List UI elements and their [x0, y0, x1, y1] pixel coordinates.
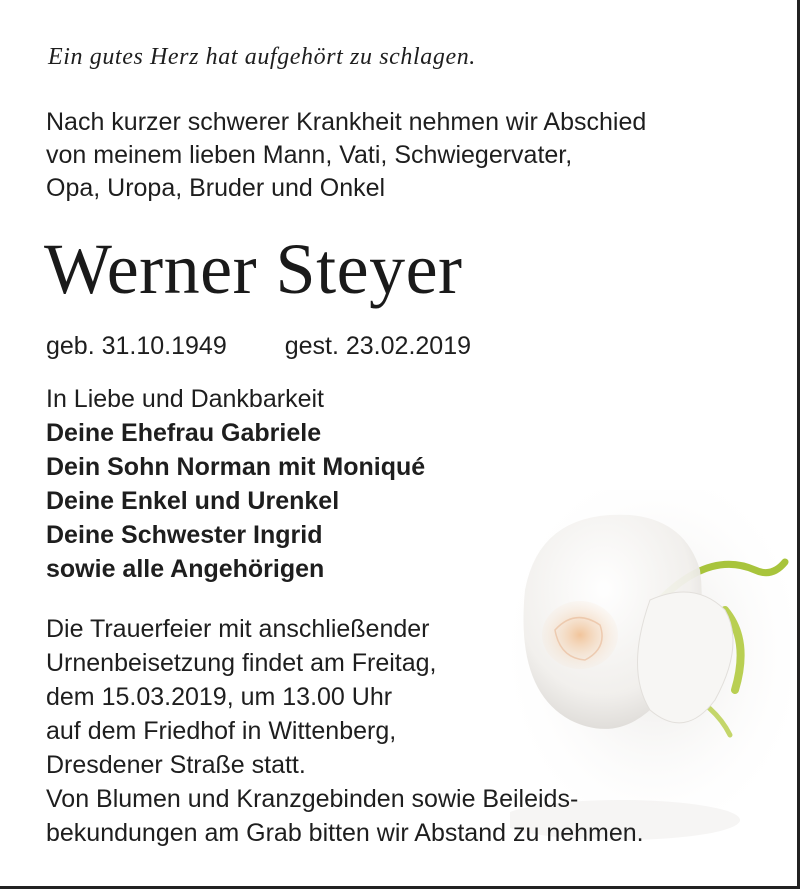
mourner: sowie alle Angehörigen	[46, 555, 325, 583]
mourner: Deine Ehefrau Gabriele	[46, 419, 322, 447]
death-date: gest. 23.02.2019	[284, 332, 472, 360]
funeral-details	[46, 612, 644, 850]
details-line: Die Trauerfeier mit anschließender	[46, 615, 430, 643]
details-line: Dresdener Straße statt.	[46, 751, 306, 779]
intro-line: von meinem lieben Mann, Vati, Schwiegervater,	[46, 141, 573, 169]
deceased-name: Werner Steyer	[44, 229, 463, 309]
intro-line: Nach kurzer schwerer Krankheit nehmen wir Abschied	[46, 108, 647, 136]
life-dates	[46, 332, 471, 361]
mourner: Deine Schwester Ingrid	[46, 521, 323, 549]
details-line: auf dem Friedhof in Wittenberg,	[46, 717, 397, 745]
mourner: Dein Sohn Norman mit Moniqué	[46, 453, 426, 481]
details-line: bekundungen am Grab bitten wir Abstand zu nehmen.	[46, 819, 644, 847]
intro-line: Opa, Uropa, Bruder und Onkel	[46, 174, 386, 202]
birth-date: geb. 31.10.1949	[46, 332, 227, 360]
details-line: dem 15.03.2019, um 13.00 Uhr	[46, 683, 393, 711]
intro-text	[46, 106, 646, 205]
motto: Ein gutes Herz hat aufgehört zu schlagen.	[48, 44, 476, 70]
mourner: Deine Enkel und Urenkel	[46, 487, 340, 515]
details-line: Urnenbeisetzung findet am Freitag,	[46, 649, 437, 677]
mourners-intro: In Liebe und Dankbarkeit	[46, 385, 324, 413]
details-line: Von Blumen und Kranzgebinden sowie Beileids-	[46, 785, 579, 813]
mourners-list	[46, 382, 425, 586]
